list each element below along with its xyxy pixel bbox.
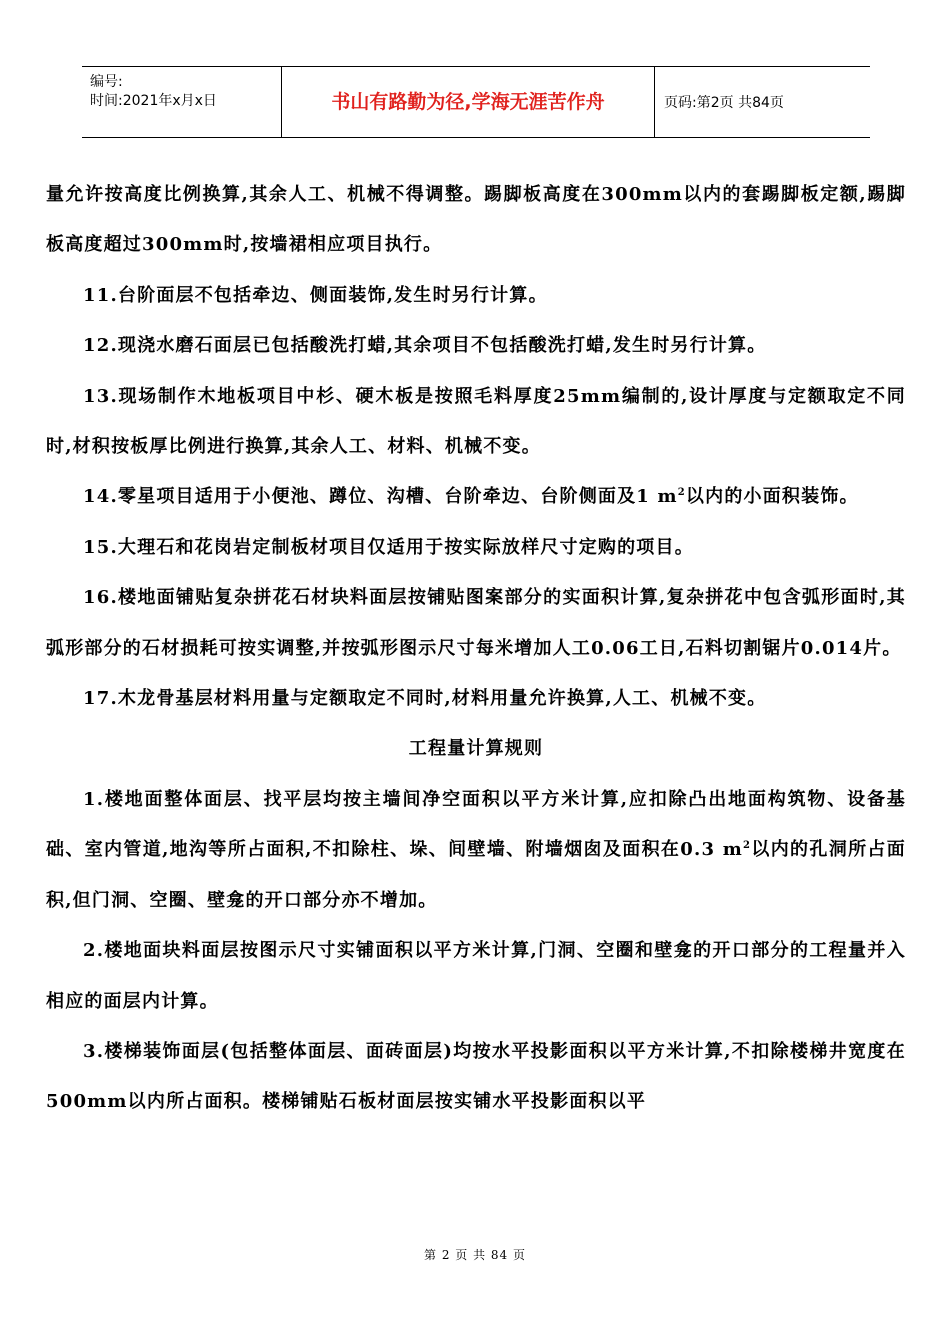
document-time-label: 时间:2021年x月x日: [90, 93, 217, 109]
rule-1-text-a: 1.楼地面整体面层、找平层均按主墙间净空面积以平方米计算,应扣除凸出地面构筑物、设备基础、室内管道,地沟等所占面积,不扣除柱、垛、间壁墙、附墙烟囱及面积在0.3 m: [46, 788, 906, 861]
header-meta-cell: [82, 67, 281, 137]
paragraph-15: 15.大理石和花岗岩定制板材项目仅适用于按实际放样尺寸定购的项目。: [83, 536, 694, 558]
square-meter-superscript: 2: [743, 840, 752, 852]
header-motto: 书山有路勤为径,学海无涯苦作舟: [331, 91, 605, 113]
rule-1-text-b: 以内的孔洞所占面积,但门洞、空圈、壁龛的开口部分亦不增加。: [46, 839, 906, 911]
header-motto-cell: [281, 67, 655, 137]
rule-1: [46, 775, 906, 926]
paragraph-12: 12.现浇水磨石面层已包括酸洗打蜡,其余项目不包括酸洗打蜡,发生时另行计算。: [83, 335, 767, 357]
paragraph-16: 16.楼地面铺贴复杂拼花石材块料面层按铺贴图案部分的实面积计算,复杂拼花中包含弧形面时,其弧形部分的石材损耗可按实调整,并按弧形图示尺寸每米增加人工0.06工日,石料切割锯片0.014片。: [46, 587, 906, 659]
paragraph-11: 11.台阶面层不包括牵边、侧面装饰,发生时另行计算。: [83, 284, 548, 306]
paragraph-14-text-a: 14.零星项目适用于小便池、蹲位、沟槽、台阶牵边、台阶侧面及1 m: [83, 486, 678, 508]
page-footer: 第 2 页 共 84 页: [424, 1248, 526, 1262]
paragraph-14-text-b: 以内的小面积装饰。: [685, 486, 859, 508]
header-page-code: 页码:第2页 共84页: [664, 95, 784, 111]
rule-3: 3.楼梯装饰面层(包括整体面层、面砖面层)均按水平投影面积以平方米计算,不扣除楼梯井宽度在500mm以内所占面积。楼梯铺贴石板材面层按实铺水平投影面积以平: [46, 1040, 906, 1113]
paragraph-17: 17.木龙骨基层材料用量与定额取定不同时,材料用量允许换算,人工、机械不变。: [83, 688, 767, 710]
document-body: [46, 170, 906, 1128]
document-number-label: 编号:: [90, 74, 123, 90]
paragraph-13: 13.现场制作木地板项目中杉、硬木板是按照毛料厚度25mm编制的,设计厚度与定额取定不同时,材积按板厚比例进行换算,其余人工、材料、机械不变。: [46, 385, 906, 458]
page-header: [82, 66, 870, 138]
rule-2: 2.楼地面块料面层按图示尺寸实铺面积以平方米计算,门洞、空圈和壁龛的开口部分的工程量并入相应的面层内计算。: [46, 940, 906, 1012]
section-heading: 工程量计算规则: [408, 738, 544, 760]
paragraph-continuation: 量允许按高度比例换算,其余人工、机械不得调整。踢脚板高度在300mm以内的套踢脚板定额,踢脚板高度超过300mm时,按墙裙相应项目执行。: [46, 184, 906, 256]
square-meter-superscript: 2: [677, 487, 686, 499]
paragraph-14: [46, 472, 906, 522]
header-page-cell: [654, 67, 870, 137]
